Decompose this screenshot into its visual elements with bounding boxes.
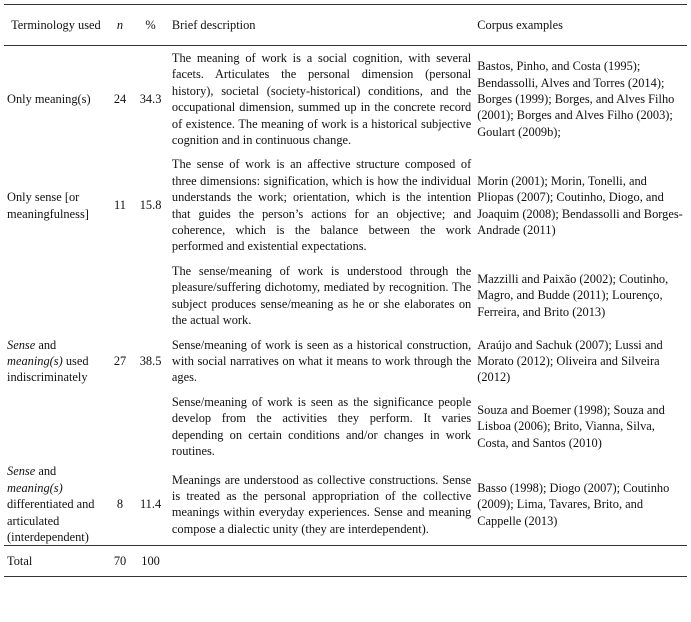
- header-description: Brief description: [169, 5, 474, 46]
- description-cell: The sense/meaning of work is understood through the pleasure/suffering dichotomy, mediated by recognition. The subject produces sense/meaning as he or she elaborates on the actual work.: [171, 263, 472, 328]
- percent-cell: 34.3: [139, 92, 162, 107]
- terminology-table: [4, 4, 687, 577]
- examples-cell: Mazzilli and Paixão (2002); Coutinho, Magro, and Budde (2011); Lourenço, Ferreira, and Brito (2013): [477, 272, 669, 319]
- total-examples-empty: [474, 546, 687, 577]
- terminology-cell: Only sense [or meaningfulness]: [7, 190, 89, 221]
- n-cell: 24: [113, 92, 127, 107]
- total-n: 70: [108, 546, 132, 577]
- examples-cell: Araújo and Sachuk (2007); Lussi and Morato (2012); Oliveira and Silveira (2012): [477, 337, 663, 385]
- total-label: Total: [4, 546, 108, 577]
- description-cell: Sense/meaning of work is seen as the significance people develop from the activities they perform. It varies depending on certain conditions and/or changes in work routines.: [171, 394, 472, 458]
- n-cell: 8: [116, 497, 124, 512]
- total-description-empty: [169, 546, 474, 577]
- terminology-cell: Only meaning(s): [7, 92, 91, 107]
- table-header-row: [4, 5, 687, 46]
- table-row: [4, 46, 687, 153]
- n-cell: 27: [113, 353, 127, 368]
- header-examples: Corpus examples: [474, 5, 687, 46]
- terminology-cell: Sense and meaning(s) used indiscriminately: [7, 337, 89, 385]
- table-row: [4, 259, 687, 333]
- total-percent: 100: [132, 546, 169, 577]
- examples-cell: Bastos, Pinho, and Costa (1995); Bendassolli, Alves and Torres (2014); Borges (1999); Borges, and Alves Filho (2001); Borges and Alves Filho (2003); Goulart (2009b);: [477, 59, 675, 139]
- description-cell: Sense/meaning of work is seen as a historical construction, with social narratives on what it means to work through the ages.: [171, 337, 472, 385]
- table-row: [4, 152, 687, 258]
- percent-cell: 11.4: [139, 497, 162, 512]
- examples-cell: Morin (2001); Morin, Tonelli, and Pliopas (2007); Coutinho, Diogo, and Joaquim (2008); Bendassolli and Borges-Andrade (2011): [477, 173, 683, 238]
- description-cell: The sense of work is an affective structure composed of three dimensions: signification, which is how the individual understands the work; orientation, which is the intention that guides the person’s actions for an objective; and coherence, which is the balance between the work performed and existential expectations.: [171, 157, 472, 254]
- table-row: [4, 463, 687, 546]
- total-row: [4, 546, 687, 577]
- header-terminology: Terminology used: [4, 5, 108, 46]
- percent-cell: 38.5: [139, 353, 162, 368]
- percent-cell: 15.8: [139, 198, 162, 213]
- examples-cell: Souza and Boemer (1998); Souza and Lisboa (2006); Brito, Vianna, Silva, Costa, and Santos (2010): [477, 402, 665, 450]
- description-cell: Meanings are understood as collective constructions. Sense is treated as the personal appropriation of the collective meanings within everyday experiences. Sense and meaning compose a dialectic unity (they are interdependent).: [171, 472, 472, 536]
- header-percent: %: [132, 5, 169, 46]
- description-cell: The meaning of work is a social cognition, with several facets. Articulates the personal dimension (personal history), societal (society-historical) conditions, and the occupational dimension, summed up in the concrete record of existence. The meaning of work is a historical subjective cognition and in continuous change.: [171, 51, 472, 148]
- header-n: n: [108, 5, 132, 46]
- n-cell: 11: [114, 198, 126, 213]
- examples-cell: Basso (1998); Diogo (2007); Coutinho (2009); Lima, Tavares, Brito, and Cappelle (2013): [477, 480, 670, 528]
- terminology-cell: Sense and meaning(s) differentiated and articulated (interdependent): [7, 464, 95, 544]
